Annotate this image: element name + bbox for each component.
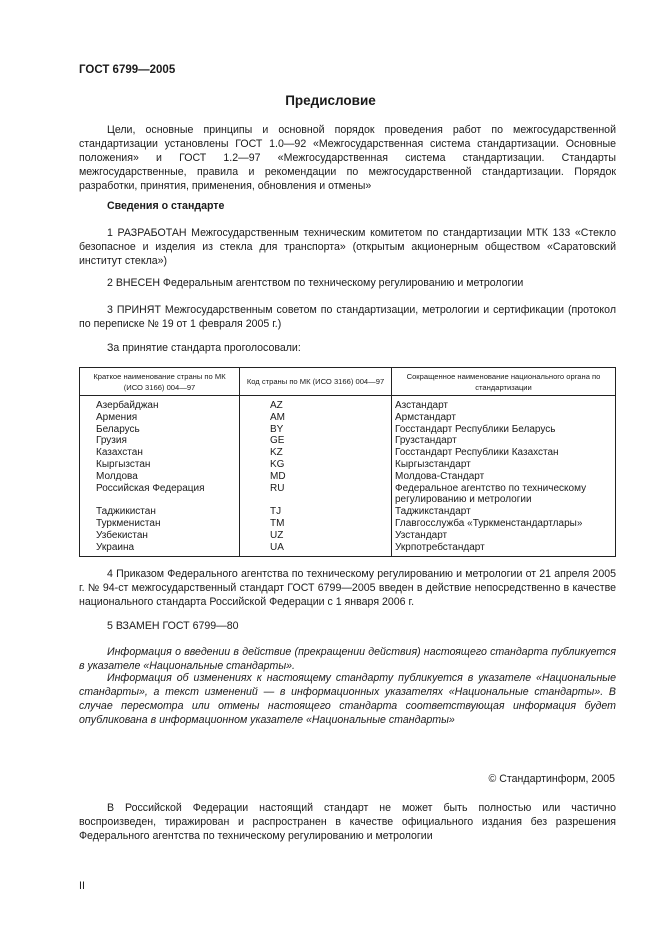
code-cell: AM — [240, 412, 392, 424]
country-cell: Казахстан — [80, 447, 240, 459]
country-cell: Молдова — [80, 471, 240, 483]
body-cell: Госстандарт Республики Казахстан — [392, 447, 616, 459]
note-introduction: Информация о введении в действие (прекращении действия) настоящего стандарта публикуется в указателе «Национальные стандарты». — [79, 646, 616, 672]
code-cell: KZ — [240, 447, 392, 459]
legal-notice: В Российской Федерации настоящий стандарт не может быть полностью или частично воспроизведен, тиражирован и распространен в качестве официального издания без разрешения Федерального агентства по техническому регулированию и метрологии — [79, 802, 616, 842]
country-cell: Грузия — [80, 435, 240, 447]
table-row — [80, 542, 616, 557]
code-cell: GE — [240, 435, 392, 447]
body-cell: Таджикстандарт — [392, 506, 616, 518]
country-cell: Кыргызстан — [80, 459, 240, 471]
voting-table — [79, 367, 616, 557]
country-cell: Украина — [80, 542, 240, 557]
document-header: ГОСТ 6799—2005 — [79, 64, 176, 76]
body-cell: Федеральное агентство по техническому регулированию и метрологии — [392, 483, 616, 507]
country-cell: Туркменистан — [80, 518, 240, 530]
country-cell: Азербайджан — [80, 396, 240, 412]
voted-label: За принятие стандарта проголосовали: — [107, 342, 301, 354]
body-cell: Укрпотребстандарт — [392, 542, 616, 557]
table-row — [80, 459, 616, 471]
country-cell: Армения — [80, 412, 240, 424]
body-cell: Молдова-Стандарт — [392, 471, 616, 483]
header-code: Код страны по МК (ИСО 3166) 004—97 — [240, 368, 392, 396]
country-cell: Российская Федерация — [80, 483, 240, 507]
body-cell: Кыргызстандарт — [392, 459, 616, 471]
table-row — [80, 506, 616, 518]
body-cell: Госстандарт Республики Беларусь — [392, 424, 616, 436]
table-row — [80, 447, 616, 459]
item-1-developed: 1 РАЗРАБОТАН Межгосударственным техническим комитетом по стандартизации МТК 133 «Стекло безопасное и изделия из стекла для транспорта» (открытым акционерным обществом «Саратовский институт стекла») — [79, 227, 616, 267]
header-country: Краткое наименование страны по МК (ИСО 3166) 004—97 — [80, 368, 240, 396]
page-number: II — [79, 880, 85, 892]
table-row — [80, 471, 616, 483]
table-row — [80, 412, 616, 424]
info-heading: Сведения о стандарте — [107, 200, 225, 212]
item-5-replaces: 5 ВЗАМЕН ГОСТ 6799—80 — [107, 620, 239, 632]
item-3-adopted: 3 ПРИНЯТ Межгосударственным советом по стандартизации, метрологии и сертификации (протокол по переписке № 19 от 1 февраля 2005 г.) — [79, 304, 616, 330]
table-row — [80, 396, 616, 412]
code-cell: BY — [240, 424, 392, 436]
item-4-order: 4 Приказом Федерального агентства по техническому регулированию и метрологии от 21 апреля 2005 г. № 94-ст межгосударственный стандарт ГОСТ 6799—2005 введен в действие непосредственно в качестве национального стандарта Российской Федерации с 1 января 2006 г. — [79, 568, 616, 608]
code-cell: RU — [240, 483, 392, 507]
body-cell: Армстандарт — [392, 412, 616, 424]
code-cell: UA — [240, 542, 392, 557]
table-header-row — [80, 368, 616, 396]
country-cell: Узбекистан — [80, 530, 240, 542]
country-cell: Беларусь — [80, 424, 240, 436]
code-cell: KG — [240, 459, 392, 471]
body-cell: Грузстандарт — [392, 435, 616, 447]
item-2-introduced: 2 ВНЕСЕН Федеральным агентством по техническому регулированию и метрологии — [107, 277, 524, 289]
copyright: © Стандартинформ, 2005 — [488, 773, 615, 785]
table-row — [80, 483, 616, 507]
code-cell: MD — [240, 471, 392, 483]
table-row — [80, 530, 616, 542]
code-cell: TJ — [240, 506, 392, 518]
body-cell: Азстандарт — [392, 396, 616, 412]
body-cell: Узстандарт — [392, 530, 616, 542]
page-title: Предисловие — [285, 93, 376, 108]
table-row — [80, 424, 616, 436]
country-cell: Таджикистан — [80, 506, 240, 518]
note-changes: Информация об изменениях к настоящему стандарту публикуется в указателе «Национальные стандарты», а текст изменений — в информационных указателях «Национальные стандарты». В случае пересмотра или отмены настоящего стандарта соответствующая информация будет опубликована в информационном указателе «Национальные стандарты» — [79, 672, 616, 726]
code-cell: UZ — [240, 530, 392, 542]
header-body: Сокращенное наименование национального органа по стандартизации — [392, 368, 616, 396]
intro-paragraph: Цели, основные принципы и основной порядок проведения работ по межгосударственной стандартизации установлены ГОСТ 1.0—92 «Межгосударственная система стандартизации. Основные положения» и ГОСТ 1.2—97 «Межгосударственная система стандартизации. Стандарты межгосударственные, правила и рекомендации по межгосударственной стандартизации. Порядок разработки, принятия, применения, обновления и отмены» — [79, 124, 616, 192]
code-cell: AZ — [240, 396, 392, 412]
body-cell: Главгосслужба «Туркменстандартлары» — [392, 518, 616, 530]
code-cell: TM — [240, 518, 392, 530]
table-row — [80, 435, 616, 447]
table-row — [80, 518, 616, 530]
